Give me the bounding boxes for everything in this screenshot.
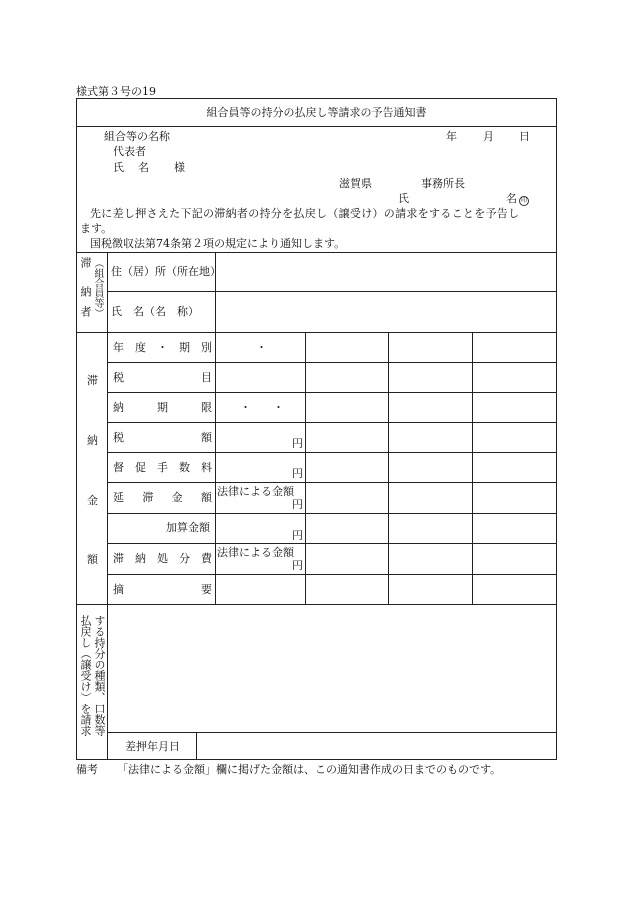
amount-col-4-line [472,332,473,604]
row-label-summary: 摘 要 [113,583,212,596]
delinquent-bottom-line [76,332,557,333]
addressee-mei: 名 [138,161,149,174]
amount-group-char-2: 納 [87,434,98,447]
refund-label-col-1: する持分の種類、口数等 [93,615,106,736]
body-line-3: 国税徴収法第74条第２項の規定により通知します。 [90,237,346,250]
amount-group-char-1: 滞 [87,374,98,387]
form-title: 組合員等の持分の払戻し等請求の予告通知書 [206,106,427,119]
frame-bottom [76,759,557,760]
row-label-late-fee: 延 滞 金 額 [113,491,212,504]
amount-row-line-4 [107,452,557,453]
tax-amount-yen: 円 [292,437,303,450]
delinquent-sub-label: （組合員等） [92,258,103,318]
amount-row-line-2 [107,392,557,393]
date-year: 年 [446,130,457,143]
seizure-row-line [107,732,557,733]
date-day: 日 [519,130,530,143]
disposal-fee-by-law: 法律による金額 [217,546,294,559]
delinquent-char-3: 者 [79,306,92,317]
form-number: 様式第３号の19 [76,85,156,98]
seizure-date-label: 差押年月日 [125,740,180,753]
name-label: 氏 名（名 称） [111,305,199,318]
address-label: 住（居）所（所在地） [111,265,221,278]
note-text: 「法律による金額」欄に掲げた金額は、この通知書作成の日までのものです。 [117,763,502,776]
item-col-line [215,252,216,604]
body-line-2: ます。 [80,222,113,235]
label-col-line [107,252,108,760]
date-month: 月 [483,130,494,143]
addressee-shi: 氏 [113,161,124,174]
seizure-col-line [196,732,197,760]
amount-row-line-1 [107,362,557,363]
period-dot: ・ [256,341,267,354]
amount-row-line-8 [107,574,557,575]
sender-office-chief: 事務所長 [421,177,465,190]
delinquent-char-1: 滞 [79,257,92,268]
body-line-1: 先に差し押さえた下記の滞納者の持分を払戻し（譲受け）の請求をすることを予告し [90,207,520,220]
frame-right [556,98,557,760]
representative-label: 代表者 [113,145,146,158]
address-row-line [107,291,557,292]
late-fee-yen: 円 [292,498,303,511]
amount-bottom-line [76,604,557,605]
note-label: 備考 [76,763,98,776]
reminder-fee-yen: 円 [292,467,303,480]
seal-mark: 印 [520,197,527,204]
disposal-fee-yen: 円 [292,559,303,572]
amount-row-line-5 [107,482,557,483]
frame-left [76,98,77,760]
sender-prefecture: 滋賀県 [339,177,372,190]
body-divider [76,252,557,253]
delinquent-char-2: 納 [79,286,92,297]
sender-shi: 氏 [398,192,409,205]
refund-label-col-2: 払戻し（譲受け）を請求 [79,615,92,736]
row-label-tax-item: 税 目 [113,371,212,384]
due-date-dots: ・ ・ [240,401,284,414]
row-label-due-date: 納 期 限 [113,401,212,414]
frame-top [76,98,557,99]
amount-col-2-line [305,332,306,604]
row-label-additional: 加算金額 [166,521,210,534]
sender-mei: 名 [506,192,517,205]
row-label-tax-amount: 税 額 [113,431,212,444]
amount-row-line-3 [107,422,557,423]
amount-col-3-line [388,332,389,604]
late-fee-by-law: 法律による金額 [217,485,294,498]
association-name-label: 組合等の名称 [104,130,170,143]
title-divider [76,126,557,127]
amount-row-line-7 [107,543,557,544]
row-label-disposal-fee: 滞 納 処 分 費 [113,552,212,565]
amount-group-char-4: 額 [87,553,98,566]
amount-row-line-6 [107,513,557,514]
addressee-sama: 様 [174,161,185,174]
row-label-reminder-fee: 督 促 手 数 料 [113,461,212,474]
row-label-period: 年 度 ・ 期 別 [113,341,212,354]
amount-group-char-3: 金 [87,494,98,507]
additional-yen: 円 [292,529,303,542]
